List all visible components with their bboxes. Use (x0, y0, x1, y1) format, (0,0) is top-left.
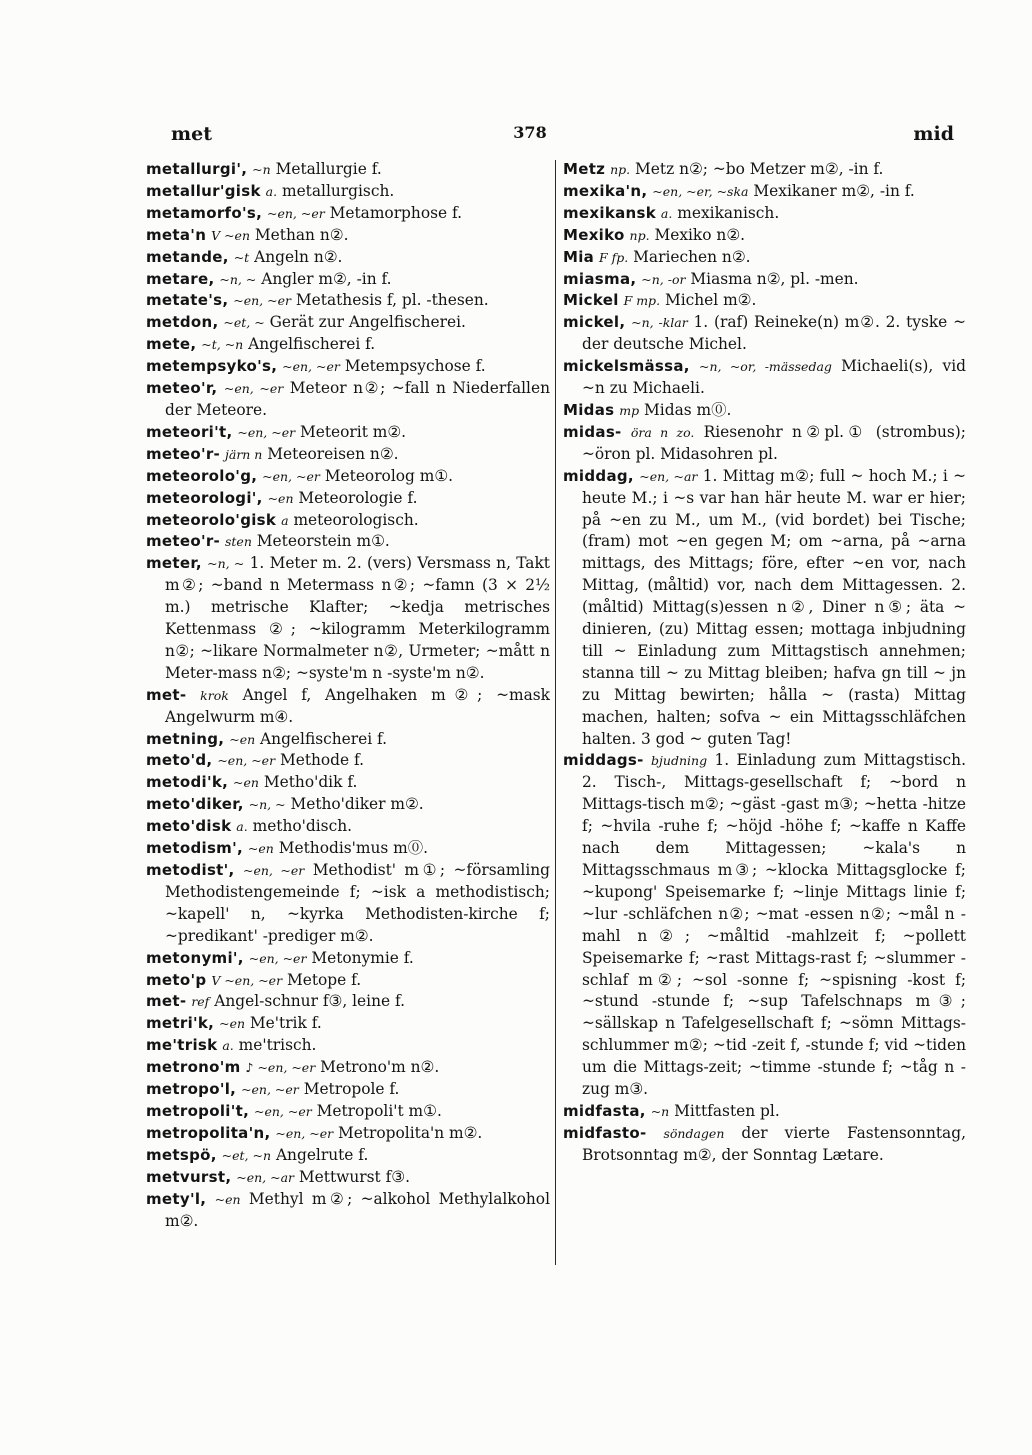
dictionary-entry (146, 838, 550, 860)
entry-headword: metempsyko's, (146, 357, 278, 376)
entry-headword: mety'l, (146, 1189, 207, 1208)
entry-grammar: ~n, -klar (631, 315, 688, 331)
entry-grammar: ~en, ~er, ~ska (652, 183, 749, 199)
entry-definition: Metathesis f, pl. -thesen. (295, 291, 489, 310)
dictionary-entry (146, 816, 550, 838)
dictionary-entry (146, 1057, 550, 1079)
entry-grammar: ~et, ~ (223, 315, 265, 331)
entry-grammar: ~en, ~er (282, 359, 340, 375)
entry-grammar: ~en, ~er (242, 863, 305, 878)
right-guide-word: mid (913, 123, 954, 145)
entry-grammar: F fp. (599, 249, 629, 265)
entry-grammar: ~en (233, 775, 259, 791)
entry-definition: Mariechen n②. (633, 247, 751, 266)
entry-definition: Metho'dik f. (263, 773, 358, 792)
entry-grammar: ~n, ~or, -mässedag (699, 359, 832, 375)
entry-definition: Metope f. (286, 970, 362, 989)
entry-headword: meteo'r- (146, 444, 221, 463)
entry-grammar: ~en, ~ar (236, 1169, 295, 1185)
dictionary-entry (563, 247, 966, 269)
entry-headword: metropoli't, (146, 1101, 250, 1120)
entry-grammar: ~n, ~ (207, 556, 245, 572)
entry-definition: der vierte Fastensonntag, Brotsonntag m②, der Sonntag Lætare. (582, 1123, 966, 1164)
entry-grammar: a (281, 512, 289, 528)
entry-grammar: mp (619, 402, 640, 418)
entry-definition: Metropole f. (303, 1080, 400, 1099)
dictionary-entry (563, 466, 966, 751)
entry-grammar: ~t, ~n (201, 337, 244, 353)
page-number: 378 (513, 123, 547, 142)
entry-grammar: ~en, ~er (241, 1082, 299, 1098)
dictionary-entry (146, 685, 550, 729)
entry-grammar: ~en, ~er (266, 205, 325, 221)
dictionary-entry (146, 312, 550, 334)
dictionary-entry (146, 181, 550, 203)
dictionary-entry (146, 970, 550, 992)
entry-headword: meteorolo'g, (146, 466, 258, 485)
entry-headword: meteori't, (146, 422, 233, 441)
entry-headword: meteorologi', (146, 488, 263, 507)
dictionary-entry (146, 247, 550, 269)
dictionary-entry (146, 1101, 550, 1123)
entry-headword: meto'disk (146, 817, 232, 836)
entry-grammar: ~en, ~er (253, 1103, 312, 1119)
entry-grammar: ~n (252, 162, 271, 177)
dictionary-entry (146, 488, 550, 510)
entry-definition: 1. Einladung zum Mittagstisch. 2. Tisch-, Mittags-gesellschaft f; ~bord n Mittags-tisch m②; ~gäst -gast m③; ~hetta -hitze f; ~hvila -ruhe f; ~höjd -höhe f; ~kaffe n Kaffe nach dem Mittagessen; ~kala's n Mittagsschmaus m③; ~klocka Mittagsglocke f; ~kupong' Speisemarke f; ~linje Mittags linie f; ~lur -schläfchen n②; ~mat -essen n②; ~mål n -mahl n②; ~måltid -mahlzeit f; ~pollett Speisemarke f; ~rast Mittags-rast f; ~slummer -schlaf m②; ~sol -sonne f; ~spisning -kost f; ~stund -stunde f; ~sup Tafelschnaps m③; ~sällskap n Tafelgesellschaft f; ~sömn Mittags-schlummer m②; ~tid -zeit f, -stunde f; vid ~tiden um die Mittags-zeit; ~timme -stunde f; ~tåg n -zug m③. (582, 751, 966, 1099)
dictionary-entry (563, 203, 966, 225)
entry-definition: Methan n②. (254, 225, 349, 244)
dictionary-entry (146, 531, 550, 553)
entry-grammar: ~en, ~er (275, 1125, 334, 1141)
entry-headword: metodi'k, (146, 773, 229, 792)
entry-grammar: np. (610, 162, 631, 177)
entry-grammar: ~en, ~er (237, 424, 296, 440)
entry-grammar: ~en, ~er (217, 753, 276, 769)
entry-definition: Mexiko n②. (654, 225, 746, 244)
entry-headword: metdon, (146, 313, 219, 332)
entry-headword: Metz (563, 160, 606, 178)
entry-headword: metate's, (146, 291, 229, 310)
entry-definition: Meteoreisen n②. (267, 444, 399, 463)
entry-headword: middag, (563, 466, 634, 485)
entry-grammar: ~en (229, 731, 256, 747)
entry-grammar: V ~en, ~er (211, 972, 283, 988)
entry-definition: Metallurgie f. (275, 160, 382, 178)
entry-grammar: a. (222, 1038, 234, 1054)
entry-grammar: a. (660, 205, 673, 221)
dictionary-entry (146, 948, 550, 970)
dictionary-entry (146, 510, 550, 532)
entry-definition: Miasma n②, pl. -men. (690, 269, 859, 288)
entry-headword: metri'k, (146, 1014, 215, 1033)
entry-headword: midas- (563, 422, 622, 441)
dictionary-entry (146, 269, 550, 291)
entry-grammar: V ~en (211, 227, 251, 243)
entry-grammar: ~en, ~ar (639, 468, 698, 484)
entry-definition: Mettwurst f③. (298, 1167, 410, 1186)
entry-definition: Angeln n②. (254, 247, 343, 266)
entry-headword: Mexiko (563, 225, 625, 244)
dictionary-entry (146, 378, 550, 422)
entry-grammar: bjudning (651, 753, 708, 769)
dictionary-entry (146, 466, 550, 488)
entry-headword: metning, (146, 729, 225, 748)
entry-headword: meter, (146, 554, 202, 573)
entry-grammar: järn n (224, 446, 263, 462)
entry-grammar: ~en, ~er (223, 381, 284, 397)
entry-headword: metonymi', (146, 948, 244, 967)
entry-headword: meteorolo'gisk (146, 510, 277, 529)
entry-grammar: np. (629, 227, 650, 243)
entry-headword: meto'd, (146, 751, 213, 770)
entry-headword: metropolita'n, (146, 1123, 271, 1142)
entry-grammar: ~n, ~ (219, 271, 257, 287)
entry-headword: metrono'm (146, 1058, 241, 1077)
dictionary-entry (563, 400, 966, 422)
entry-grammar: ~n, -or (641, 271, 686, 287)
entry-headword: Mia (563, 247, 595, 266)
left-guide-word: met (171, 123, 212, 145)
entry-grammar: ~n, ~ (248, 797, 286, 813)
dictionary-entry (563, 422, 966, 466)
entry-headword: metvurst, (146, 1167, 232, 1186)
dictionary-entry (146, 860, 550, 948)
entry-headword: meteo'r- (146, 532, 221, 551)
entry-definition: Midas m⓪. (644, 400, 732, 419)
dictionary-entry (146, 1013, 550, 1035)
entry-definition: me'trisch. (238, 1036, 317, 1055)
entry-grammar: ~t (233, 249, 250, 265)
dictionary-entry (146, 422, 550, 444)
entry-definition: metho'disch. (252, 817, 353, 836)
entry-definition: metallurgisch. (281, 181, 395, 200)
entry-definition: Metho'diker m②. (290, 795, 424, 814)
entry-definition: Michaeli(s), vid ~n zu Michaeli. (582, 357, 966, 398)
entry-definition: Methyl m②; ~alkohol Methylalkohol m②. (165, 1189, 550, 1230)
dictionary-entry (146, 794, 550, 816)
entry-definition: Angel f, Angelhaken m②; ~mask Angelwurm m④. (165, 685, 550, 726)
dictionary-entry (146, 1123, 550, 1145)
dictionary-entry (563, 1101, 966, 1123)
entry-headword: met- (146, 992, 187, 1011)
dictionary-entry (146, 750, 550, 772)
entry-headword: metodist', (146, 861, 235, 879)
entry-definition: Metropoli't m①. (316, 1101, 442, 1120)
entry-definition: Riesenohr n②pl.① (strombus); ~öron pl. Midasohren pl. (582, 422, 966, 463)
entry-grammar: söndagen (663, 1125, 725, 1141)
entry-grammar: ~en (247, 841, 274, 857)
dictionary-entry (146, 444, 550, 466)
entry-headword: metspö, (146, 1145, 217, 1164)
dictionary-entry (146, 553, 550, 684)
entry-definition: Mittfasten pl. (674, 1101, 780, 1120)
entry-grammar: a. (265, 183, 278, 199)
entry-headword: metamorfo's, (146, 203, 263, 222)
dictionary-entry (563, 1123, 966, 1167)
entry-definition: Michel m②. (664, 291, 757, 310)
dictionary-entry (146, 203, 550, 225)
entry-headword: mete, (146, 335, 197, 354)
entry-headword: metodism', (146, 839, 244, 858)
entry-definition: Angelfischerei f. (260, 729, 388, 748)
entry-headword: meto'p (146, 970, 207, 989)
entry-definition: Metropolita'n m②. (338, 1123, 483, 1142)
entry-headword: Mickel (563, 291, 619, 310)
dictionary-entry (563, 290, 966, 312)
entry-definition: 1. (raf) Reineke(n) m②. 2. tyske ~ der deutsche Michel. (582, 313, 966, 354)
entry-definition: Meteorit m②. (299, 422, 407, 441)
entry-grammar: ~en, ~er (262, 468, 320, 484)
dictionary-entry (563, 269, 966, 291)
dictionary-entry (563, 181, 966, 203)
entry-definition: Meteorolog m①. (324, 466, 454, 485)
entry-definition: Meteorologie f. (298, 488, 418, 507)
entry-definition: Angel-schnur f③, leine f. (214, 992, 406, 1011)
entry-headword: midfasto- (563, 1123, 647, 1142)
dictionary-entry (146, 1145, 550, 1167)
entry-headword: me'trisk (146, 1036, 218, 1055)
entry-definition: Me'trik f. (249, 1014, 322, 1033)
dictionary-entry (146, 225, 550, 247)
entry-definition: Gerät zur Angelfischerei. (269, 313, 466, 332)
entry-definition: Methode f. (279, 751, 365, 770)
left-column (146, 159, 550, 1232)
entry-definition: 1. Mittag m②; full ~ hoch M.; i ~ heute M.; i ~s var han här heute M. war er hier; på ~en zu M., um M., (vid bordet) bei Tische; (fram) mot ~en gegen M; om ~arna, på ~arna mittags, des Mittags; före, efter ~en vor, nach Mittag, (måltid) vor, nach dem Mittagessen. 2. (måltid) Mittag(s)essen n②, Diner n⑤; äta ~ dinieren, (zu) Mittag essen; mottaga inbjudning till ~ Einladung zum Mittagstisch annehmen; stanna till ~ zu Mittag bleiben; hafva gn till ~ jn zu Mittag bewirten; hålla ~ (rasta) Mittag machen, halten; sofva ~ ein Mittagsschläfchen halten. 3 god ~ guten Tag! (582, 466, 966, 748)
dictionary-entry (146, 159, 550, 181)
entry-definition: Angler m②, -in f. (261, 269, 392, 288)
entry-definition: Metempsychose f. (344, 357, 486, 376)
entry-headword: metare, (146, 269, 215, 288)
entry-definition: Metrono'm n②. (320, 1058, 440, 1077)
entry-headword: met- (146, 685, 187, 704)
entry-definition: Methodis'mus m⓪. (278, 839, 429, 858)
entry-grammar: ~en (219, 1016, 246, 1032)
entry-definition: Metamorphose f. (329, 203, 463, 222)
entry-grammar: ~en, ~er (233, 293, 291, 309)
entry-grammar: ~en (267, 490, 294, 506)
entry-definition: Angelfischerei f. (248, 335, 376, 354)
dictionary-entry (146, 991, 550, 1013)
column-divider (555, 160, 556, 1265)
entry-headword: mickel, (563, 313, 626, 332)
entry-definition: Angelrute f. (275, 1145, 369, 1164)
dictionary-entry (146, 1167, 550, 1189)
entry-headword: mexika'n, (563, 181, 648, 200)
dictionary-entry (146, 1035, 550, 1057)
entry-grammar: ♪ ~en, ~er (245, 1060, 316, 1076)
dictionary-entry (146, 1189, 550, 1233)
entry-grammar: ~et, ~n (221, 1147, 272, 1163)
entry-headword: metropo'l, (146, 1080, 237, 1099)
entry-headword: meta'n (146, 225, 207, 244)
entry-grammar: ref (191, 994, 210, 1010)
entry-grammar: ~en, ~er (248, 950, 307, 966)
entry-headword: middags- (563, 751, 644, 770)
entry-headword: mexikansk (563, 203, 657, 222)
entry-headword: metallurgi', (146, 160, 248, 178)
dictionary-entry (146, 334, 550, 356)
entry-grammar: F mp. (623, 293, 661, 309)
dictionary-entry (563, 159, 966, 181)
entry-definition: Methodist' m①; ~församling Methodistengemeinde f; ~isk a methodistisch; ~kapell' n, ~kyrka Methodisten-kirche f; ~predikant' -prediger m②. (165, 861, 551, 945)
entry-headword: meto'diker, (146, 795, 244, 814)
entry-grammar: ~en (214, 1191, 241, 1207)
dictionary-entry (146, 772, 550, 794)
dictionary-entry (146, 729, 550, 751)
entry-definition: Meteorstein m①. (256, 532, 390, 551)
dictionary-entry (146, 1079, 550, 1101)
entry-definition: Meteor n②; ~fall n Niederfallen der Meteore. (165, 379, 550, 419)
entry-definition: mexikanisch. (677, 203, 780, 222)
entry-grammar: a. (236, 819, 248, 835)
dictionary-entry (563, 356, 966, 400)
entry-headword: meteo'r, (146, 379, 218, 398)
entry-headword: metallur'gisk (146, 181, 261, 200)
entry-headword: midfasta, (563, 1101, 646, 1120)
entry-headword: mickelsmässa, (563, 357, 690, 376)
dictionary-entry (563, 225, 966, 247)
entry-grammar: sten (224, 534, 252, 550)
entry-definition: Metz n②; ~bo Metzer m②, -in f. (635, 160, 884, 178)
dictionary-entry (146, 356, 550, 378)
entry-headword: metande, (146, 247, 229, 266)
entry-definition: Metonymie f. (311, 948, 414, 967)
entry-definition: meteorologisch. (293, 510, 419, 529)
entry-grammar: öra n zo. (630, 424, 695, 440)
entry-headword: miasma, (563, 269, 637, 288)
dictionary-entry (563, 312, 966, 356)
entry-grammar: krok (200, 687, 229, 703)
entry-definition: 1. Meter m. 2. (vers) Versmass n, Takt m②; ~band n Metermass n②; ~famn (3 × 2½ m.) metrische Klafter; ~kedja metrisches Kettenmass ②; ~kilogramm Meterkilogramm n②; ~likare Normalmeter n②, Urmeter; ~mått n Meter-mass n②; ~syste'm n -syste'm n②. (165, 554, 550, 682)
entry-grammar: ~n (650, 1103, 670, 1119)
entry-headword: Midas (563, 400, 615, 419)
dictionary-entry (563, 750, 966, 1101)
entry-definition: Mexikaner m②, -in f. (753, 181, 915, 200)
right-column (563, 159, 966, 1167)
dictionary-entry (146, 290, 550, 312)
